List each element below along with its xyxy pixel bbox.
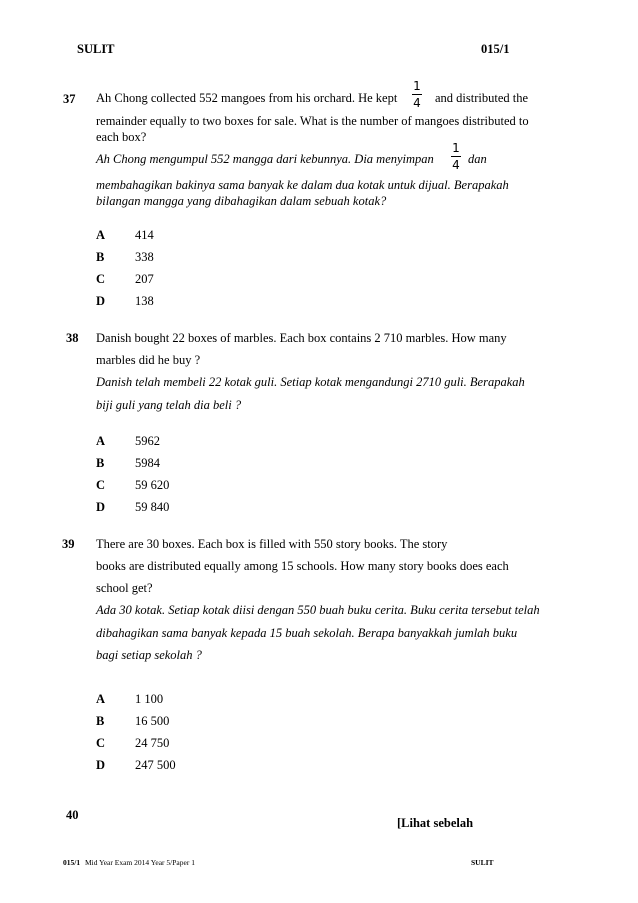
q38-option-c-value[interactable]: 59 620 xyxy=(135,478,170,492)
q37-malay-fraction-one-quarter: 1 4 xyxy=(452,141,460,172)
q38-english-line2: marbles did he buy ? xyxy=(96,353,201,367)
q37-english-line1-end: and distributed the xyxy=(435,91,529,105)
q37-option-c-value[interactable]: 207 xyxy=(135,272,154,286)
q37-option-a-letter: A xyxy=(96,228,106,242)
q39-option-c-value[interactable]: 24 750 xyxy=(135,736,170,750)
q37-english-line3: each box? xyxy=(96,130,147,144)
q38-option-b-value[interactable]: 5984 xyxy=(135,456,160,470)
q37-malay-line3: bilangan mangga yang dibahagikan dalam sebuah kotak? xyxy=(96,194,387,208)
question-37-number: 37 xyxy=(63,92,76,106)
q37-fraction-one-quarter: 1 4 xyxy=(413,79,421,110)
q38-option-c-letter: C xyxy=(96,478,106,492)
q39-option-a-value[interactable]: 1 100 xyxy=(135,692,164,706)
q39-english-line2: books are distributed equally among 15 schools. How many story books does each xyxy=(96,559,509,573)
q37-option-b-value[interactable]: 338 xyxy=(135,250,154,264)
q38-malay-line2: biji guli yang telah dia beli ? xyxy=(96,398,242,412)
q37-malay-line1: Ah Chong mengumpul 552 mangga dari kebunnya. Dia menyimpan xyxy=(96,152,434,166)
q37-malay-line2: membahagikan bakinya sama banyak ke dalam dua kotak untuk dijual. Berapakah xyxy=(96,178,509,192)
header-paper-code: 015/1 xyxy=(481,42,510,56)
q38-option-d-value[interactable]: 59 840 xyxy=(135,500,170,514)
q38-english-line1: Danish bought 22 boxes of marbles. Each box contains 2 710 marbles. How many xyxy=(96,331,507,345)
question-40-number: 40 xyxy=(66,808,79,822)
q39-option-b-value[interactable]: 16 500 xyxy=(135,714,170,728)
q38-option-a-letter: A xyxy=(96,434,106,448)
q39-malay-line3: bagi setiap sekolah ? xyxy=(96,648,202,662)
turn-over-note: [Lihat sebelah xyxy=(397,816,474,830)
footer-title: Mid Year Exam 2014 Year 5/Paper 1 xyxy=(84,858,195,867)
q37-english-line2: remainder equally to two boxes for sale. What is the number of mangoes distributed to xyxy=(96,114,529,128)
q39-option-c-letter: C xyxy=(96,736,106,750)
q39-option-a-letter: A xyxy=(96,692,106,706)
header-sulit: SULIT xyxy=(77,42,115,56)
q38-malay-line1: Danish telah membeli 22 kotak guli. Setiap kotak mengandungi 2710 guli. Berapakah xyxy=(96,375,525,389)
q37-option-b-letter: B xyxy=(96,250,105,264)
q37-option-d-letter: D xyxy=(96,294,106,308)
q38-option-d-letter: D xyxy=(96,500,106,514)
q37-malay-line1-end: dan xyxy=(468,152,487,166)
q37-option-a-value[interactable]: 414 xyxy=(135,228,154,242)
q39-malay-line1: Ada 30 kotak. Setiap kotak diisi dengan 550 buah buku cerita. Buku cerita tersebut telah xyxy=(96,603,540,617)
footer-code: 015/1 xyxy=(63,858,81,867)
q37-option-c-letter: C xyxy=(96,272,106,286)
footer-left xyxy=(63,858,195,867)
q39-english-line1: There are 30 boxes. Each box is filled with 550 story books. The story xyxy=(96,537,448,551)
footer-sulit: SULIT xyxy=(471,858,494,867)
q39-option-d-letter: D xyxy=(96,758,106,772)
q37-option-d-value[interactable]: 138 xyxy=(135,294,154,308)
q39-english-line3: school get? xyxy=(96,581,153,595)
question-38-number: 38 xyxy=(66,331,79,345)
q38-option-a-value[interactable]: 5962 xyxy=(135,434,160,448)
q39-option-d-value[interactable]: 247 500 xyxy=(135,758,176,772)
q37-english-line1: Ah Chong collected 552 mangoes from his orchard. He kept xyxy=(96,91,398,105)
q39-malay-line2: dibahagikan sama banyak kepada 15 buah sekolah. Berapa banyakkah jumlah buku xyxy=(96,626,518,640)
q38-option-b-letter: B xyxy=(96,456,105,470)
q39-option-b-letter: B xyxy=(96,714,105,728)
question-39-number: 39 xyxy=(62,537,75,551)
